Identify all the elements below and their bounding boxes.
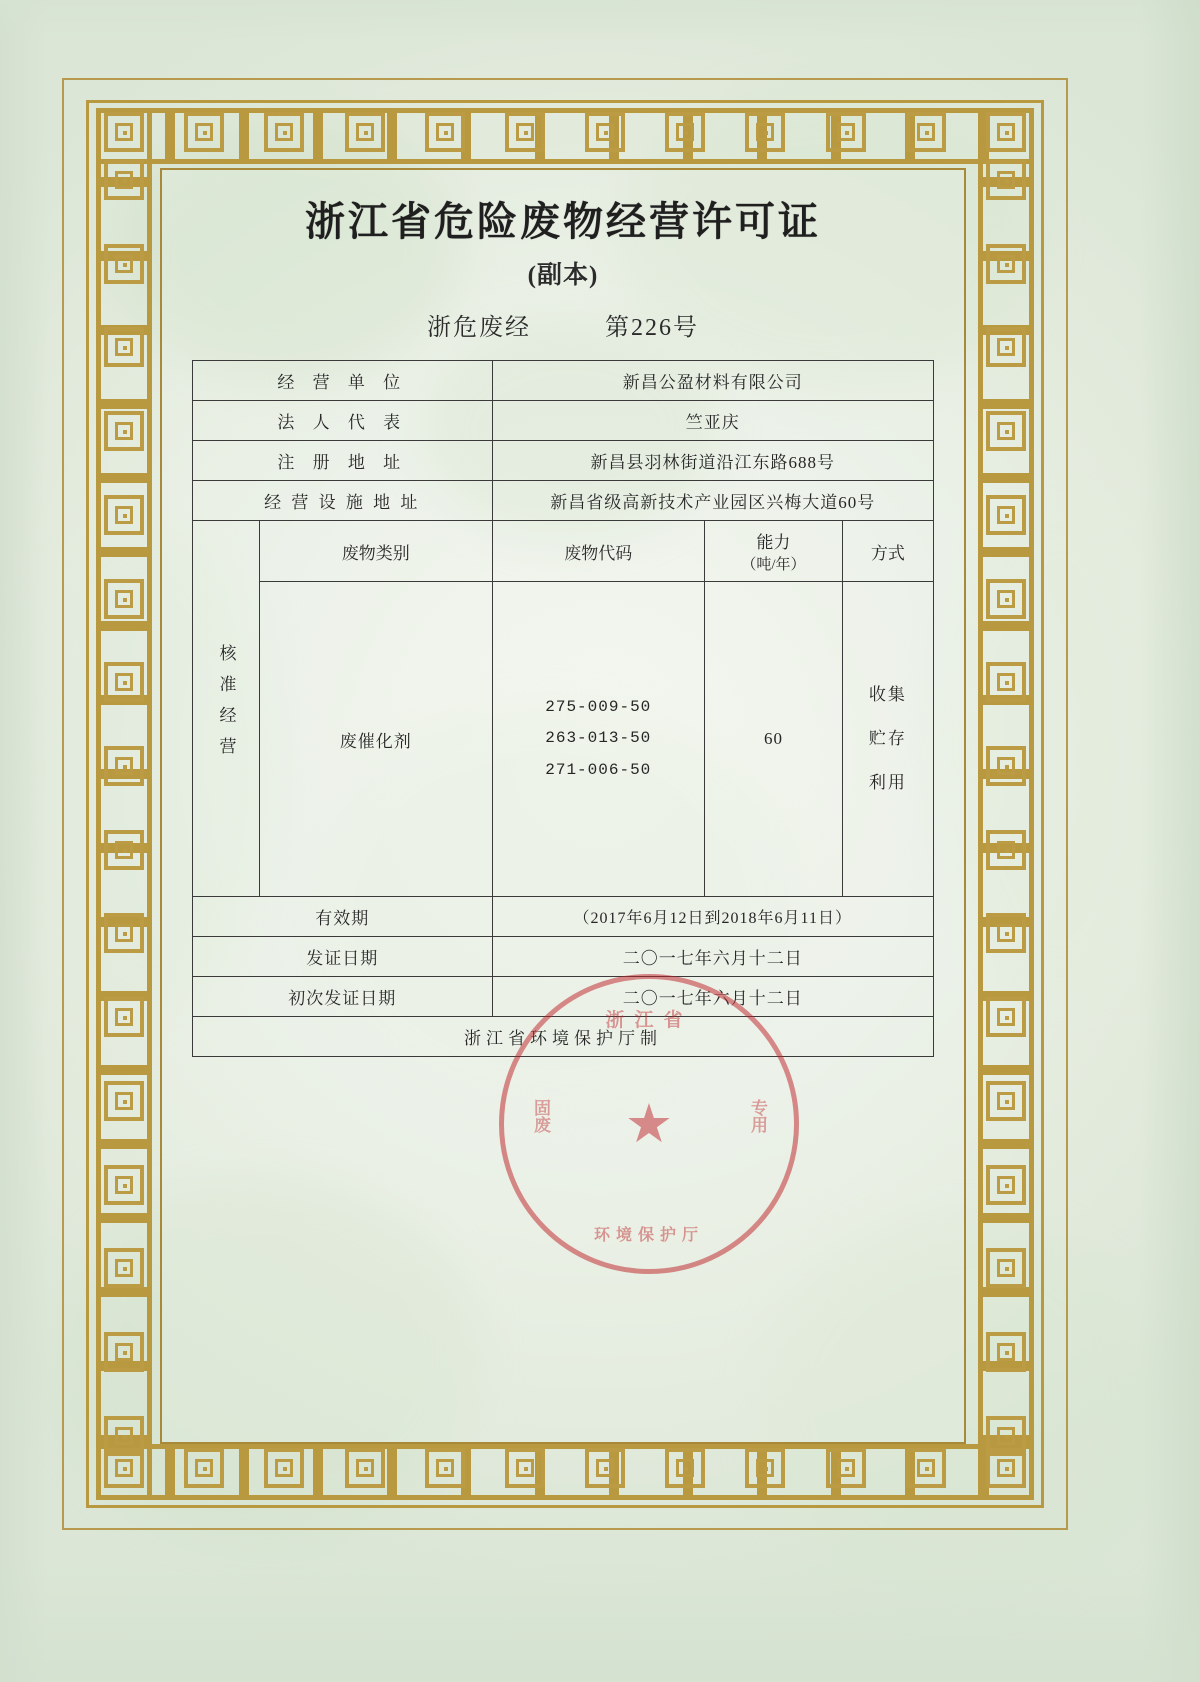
field-label-facility-address: 经 营 设 施 地 址 (193, 481, 493, 521)
cell-methods: 收集 贮存 利用 (842, 582, 933, 897)
table-row (193, 441, 934, 481)
field-value-validity: （2017年6月12日到2018年6月11日） (492, 897, 934, 937)
field-label-validity: 有效期 (193, 897, 493, 937)
fret-blocks-top (104, 112, 1026, 152)
header-capacity: 能力 （吨/年） (705, 521, 843, 582)
table-row (193, 401, 934, 441)
header-waste-code: 废物代码 (492, 521, 705, 582)
seal-right-text: 专用 (748, 1099, 767, 1133)
seal-top-text: 浙江省 (605, 1010, 693, 1031)
approved-business-row-label: 核准经营 (193, 521, 260, 897)
table-row (193, 897, 934, 937)
table-row (193, 582, 934, 897)
serial-line (168, 307, 958, 342)
field-label-registered-address: 注 册 地 址 (193, 441, 493, 481)
table-row (193, 521, 934, 582)
fret-blocks-right (986, 160, 1026, 1456)
page-title: 浙江省危险废物经营许可证 (305, 199, 821, 244)
seal-left-text: 固废 (531, 1099, 550, 1133)
field-value-first-issue-date: 二〇一七年六月十二日 (492, 977, 934, 1017)
field-label-first-issue-date: 初次发证日期 (193, 977, 493, 1017)
field-value-registered-address: 新昌县羽林街道沿江东路688号 (492, 441, 934, 481)
table-row (193, 977, 934, 1017)
header-method: 方式 (842, 521, 933, 582)
field-value-facility-address: 新昌省级高新技术产业园区兴梅大道60号 (492, 481, 934, 521)
fret-blocks-bottom (104, 1448, 1026, 1488)
seal-bottom-text: 环境保护厅 (593, 1227, 704, 1244)
cell-waste-codes: 275-009-50 263-013-50 271-006-50 (492, 582, 705, 897)
field-label-legal-rep: 法 人 代 表 (193, 401, 493, 441)
star-icon: ★ (624, 1094, 674, 1154)
header-waste-category: 废物类别 (260, 521, 493, 582)
field-value-unit: 新昌公盈材料有限公司 (492, 361, 934, 401)
table-row (193, 361, 934, 401)
scan-edge-shadow (0, 0, 1200, 40)
serial-prefix: 浙危废经 (427, 315, 531, 341)
document-subtitle: (副本) (527, 262, 599, 289)
table-row (193, 1017, 934, 1057)
field-label-issue-date: 发证日期 (193, 937, 493, 977)
cell-capacity: 60 (705, 582, 843, 897)
field-value-legal-rep: 竺亚庆 (492, 401, 934, 441)
table-row (193, 937, 934, 977)
certificate-content (168, 176, 958, 1057)
cell-waste-category: 废催化剂 (260, 582, 493, 897)
scan-edge-shadow (0, 1562, 1200, 1682)
serial-number: 第226号 (605, 315, 699, 341)
field-value-issue-date: 二〇一七年六月十二日 (492, 937, 934, 977)
table-row (193, 481, 934, 521)
fret-blocks-left (104, 160, 144, 1456)
issuer-line: 浙江省环境保护厅制 (193, 1017, 934, 1057)
scan-edge-shadow (1140, 0, 1200, 1682)
certificate-table (192, 360, 934, 1057)
scan-edge-shadow (0, 0, 48, 1682)
field-label-unit: 经 营 单 位 (193, 361, 493, 401)
